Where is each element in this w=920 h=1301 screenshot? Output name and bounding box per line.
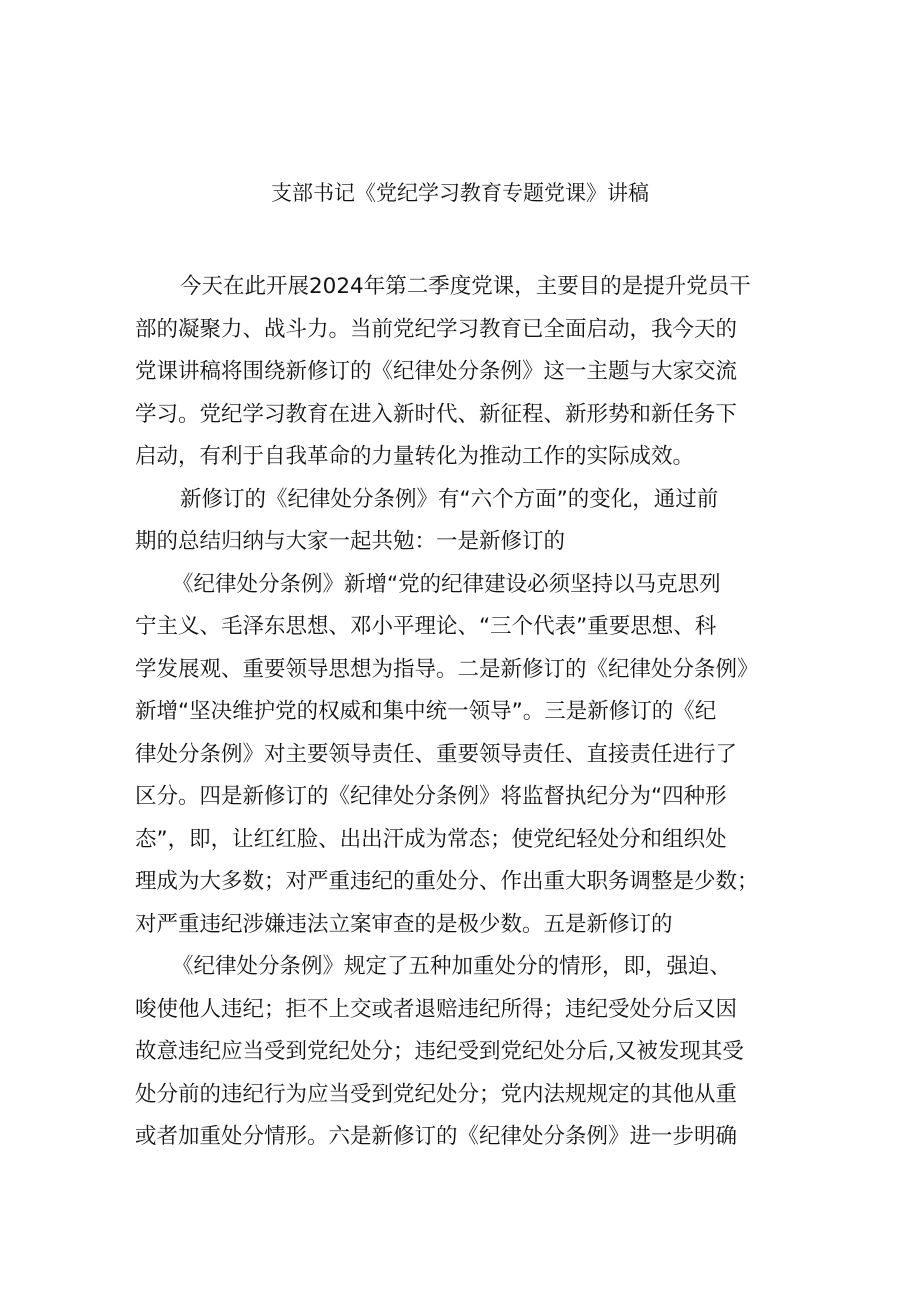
paragraph-line: 期的总结归纳与大家一起共勉：一是新修订的 <box>135 529 566 554</box>
paragraph-line: 《纪律处分条例》规定了五种加重处分的情形，即，强迫、 <box>172 954 732 979</box>
paragraph-line: 故意违纪应当受到党纪处分；违纪受到党纪处分后,又被发现其受 <box>135 1039 744 1064</box>
paragraph-line: 部的凝聚力、战斗力。当前党纪学习教育已全面启动，我今天的 <box>135 316 738 342</box>
paragraph-line: 党课讲稿将围绕新修订的《纪律处分条例》这一主题与大家交流 <box>135 359 738 384</box>
paragraph-line: 今天在此开展2024年第二季度党课，主要目的是提升党员干 <box>180 274 751 299</box>
paragraph-line: 或者加重处分情形。六是新修订的《纪律处分条例》进一步明确 <box>135 1124 738 1149</box>
paragraph-line: 启动，有利于自我革命的力量转化为推动工作的实际成效。 <box>135 444 695 469</box>
paragraph-line: 态”，即，让红红脸、出出汗成为常态；使党纪轻处分和组织处 <box>135 826 727 852</box>
paragraph-line: 《纪律处分条例》新增“党的纪律建设必须坚持以马克思列 <box>172 571 721 597</box>
paragraph-line: 律处分条例》对主要领导责任、重要领导责任、直接责任进行了 <box>135 741 738 767</box>
paragraph-line: 学发展观、重要领导思想为指导。二是新修订的《纪律处分条例》 <box>135 656 759 682</box>
paragraph-line: 处分前的违纪行为应当受到党纪处分；党内法规规定的其他从重 <box>135 1081 738 1107</box>
paragraph-line: 对严重违纪涉嫌违法立案审查的是极少数。五是新修订的 <box>135 911 673 937</box>
paragraph-line: 新增“坚决维护党的权威和集中统一领导”。三是新修订的《纪 <box>135 699 717 724</box>
paragraph-line: 宁主义、毛泽东思想、邓小平理论、“三个代表”重要思想、科 <box>135 614 717 639</box>
paragraph-line: 新修订的《纪律处分条例》有“六个方面”的变化，通过前 <box>180 486 719 512</box>
paragraph-line: 唆使他人违纪；拒不上交或者退赔违纪所得；违纪受处分后又因 <box>135 996 738 1022</box>
paragraph-line: 学习。党纪学习教育在进入新时代、新征程、新形势和新任务下 <box>135 401 738 427</box>
document-body <box>135 266 805 1159</box>
paragraph-line: 区分。四是新修订的《纪律处分条例》将监督执纪分为“四种形 <box>135 784 727 809</box>
document-title: 支部书记《党纪学习教育专题党课》讲稿 <box>271 181 649 205</box>
paragraph-line: 理成为大多数；对严重违纪的重处分、作出重大职务调整是少数； <box>135 869 759 894</box>
